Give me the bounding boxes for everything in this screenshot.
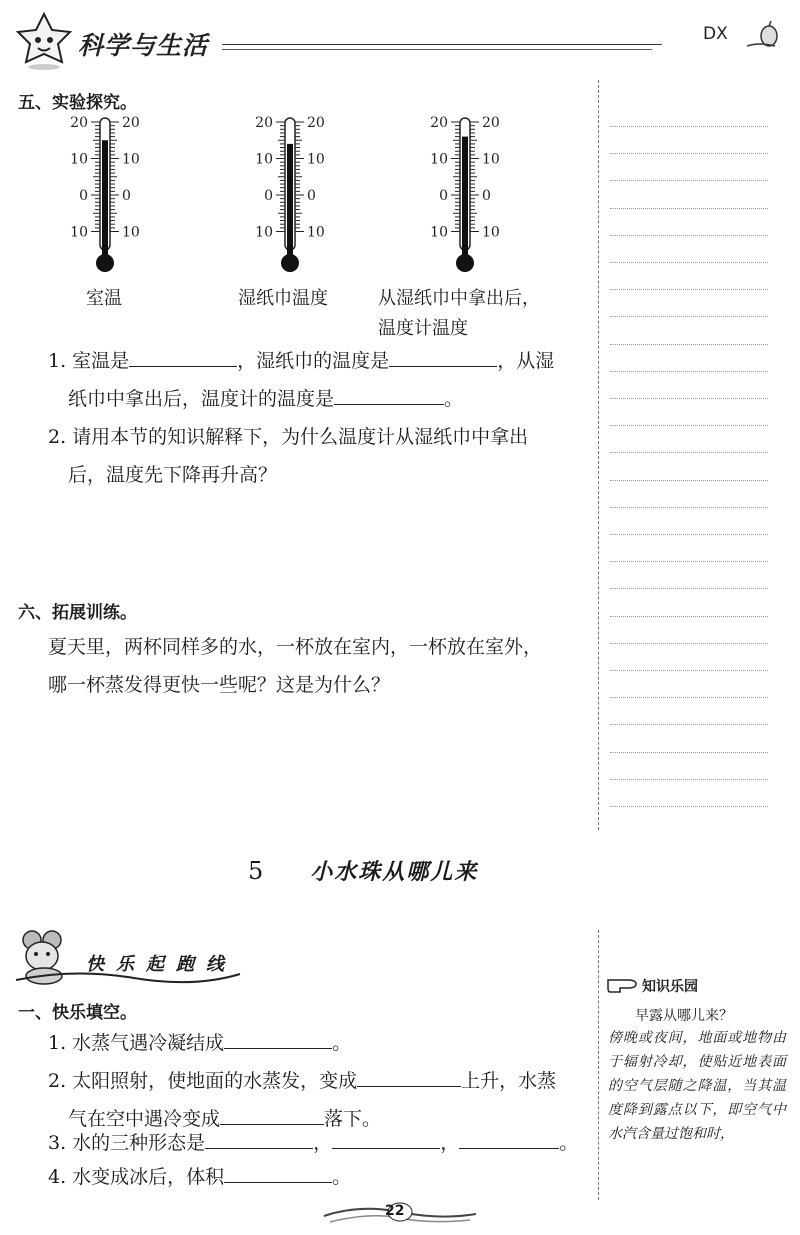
fill-question-4 [48,1158,596,1196]
answer-area-q2[interactable] [48,500,588,590]
answer-blank-fq4[interactable] [224,1162,332,1183]
note-line[interactable] [610,779,768,780]
thermometer-scale-label-right: 20 [482,115,500,131]
thermometer-scale-label-right: 20 [307,115,325,131]
note-line[interactable] [610,235,768,236]
thermometer-scale-label-left: 10 [255,151,273,168]
note-line[interactable] [610,616,768,617]
knowledge-box-text: 傍晚或夜间，地面或地物由于辐射冷却，使贴近地表面的空气层随之降温，当其温度降到露点以下，即空气中水汽含量过饱和时， [608,1030,786,1142]
thermometer-label-after-line1: 从湿纸巾中拿出后， [378,288,540,309]
note-line[interactable] [610,398,768,399]
fq2-text-a: 2. 太阳照射，使地面的水蒸发，变成 [48,1070,358,1092]
thermometer-scale-label-right: 10 [307,224,325,241]
note-line[interactable] [610,561,768,562]
pointing-hand-icon [606,972,642,996]
chapter-heading [248,855,478,886]
thermometer-mercury [102,140,108,260]
question-5-1 [48,342,596,418]
mascot-logo-icon [8,10,80,72]
thermometer-scale-label-right: 10 [122,151,140,168]
section6-heading: 六、拓展训练。 [18,603,137,623]
section6-question [48,628,596,704]
answer-blank-fq2-b[interactable] [220,1104,324,1125]
fq4-text: 4. 水变成冰后，体积 [48,1166,225,1188]
q2-line1: 2. 请用本节的知识解释下，为什么温度计从湿纸巾中拿出 [48,426,529,448]
banner-text: 快乐起跑线 [86,954,236,975]
thermometer-scale-label-left: 10 [430,151,448,168]
fq3-sep2: ， [440,1132,460,1154]
section5-heading: 五、实验探究。 [18,93,137,113]
q1-text-b: ，湿纸巾的温度是 [237,350,390,372]
answer-area-section6[interactable] [48,710,588,820]
note-line[interactable] [610,588,768,589]
s6-line2: 哪一杯蒸发得更快一些呢？这是为什么？ [48,674,391,696]
thermometer-scale-label-left: 0 [439,188,448,204]
section1-heading: 一、快乐填空。 [18,1003,137,1023]
note-line[interactable] [610,289,768,290]
answer-blank-fq3-b[interactable] [332,1128,440,1149]
thermometer-label-room: 室温 [86,288,122,309]
note-line[interactable] [610,344,768,345]
page-number: 22 [385,1203,405,1219]
note-line[interactable] [610,697,768,698]
fq1-text: 1. 水蒸气遇冷凝结成 [48,1032,225,1054]
thermometers-figure [40,110,560,280]
note-line[interactable] [610,208,768,209]
note-line[interactable] [610,534,768,535]
thermometer-scale-label-left: 0 [79,188,88,204]
note-line[interactable] [610,806,768,807]
knowledge-column-divider [598,930,599,1200]
header-rule [222,44,662,45]
thermometer-scale-label-left: 20 [430,115,448,131]
knowledge-box-question: 早露从哪儿来？ [635,1008,733,1024]
note-line[interactable] [610,180,768,181]
thermometer-mercury [287,144,293,260]
edition-code: DX [703,24,728,44]
s6-line1: 夏天里，两杯同样多的水，一杯放在室内，一杯放在室外， [48,636,543,658]
fill-question-1 [48,1024,596,1062]
thermometer-scale-label-right: 10 [482,151,500,168]
thermometer-scale-label-right: 0 [307,188,316,204]
q2-line2: 后，温度先下降再升高？ [68,464,278,486]
question-5-2 [48,418,596,494]
chapter-title: 小水珠从哪儿来 [310,859,479,885]
note-line[interactable] [610,752,768,753]
note-line[interactable] [610,643,768,644]
note-line[interactable] [610,262,768,263]
thermometer-scale-label-left: 10 [70,224,88,241]
note-line[interactable] [610,670,768,671]
header-rule-secondary [222,49,652,50]
notes-column-divider [598,80,599,830]
fq2-text-d: 落下。 [324,1108,382,1130]
thermometer-scale-label-left: 0 [264,188,273,204]
thermometer-label-after-line2: 温度计温度 [378,318,468,339]
note-line[interactable] [610,507,768,508]
note-line[interactable] [610,316,768,317]
answer-blank-fq3-a[interactable] [205,1128,313,1149]
answer-blank-fq3-c[interactable] [459,1128,559,1149]
fill-question-3 [48,1124,608,1162]
thermometer-scale-label-right: 10 [122,224,140,241]
series-title: 科学与生活 [78,31,209,60]
note-line[interactable] [610,153,768,154]
fq4-end: 。 [332,1166,352,1188]
q1-text-a: 1. 室温是 [48,350,130,372]
answer-blank-room-temp[interactable] [129,346,237,367]
fq3-sep1: ， [313,1132,333,1154]
thermometer-scale-label-left: 10 [70,151,88,168]
note-line[interactable] [610,724,768,725]
answer-blank-fq1[interactable] [224,1028,332,1049]
thermometer-scale-label-right: 0 [482,188,491,204]
thermometer-scale-label-right: 10 [307,151,325,168]
fq3-end: 。 [559,1132,579,1154]
note-line[interactable] [610,371,768,372]
header-decoration-icon [745,20,785,54]
thermometer-scale-label-left: 20 [70,115,88,131]
thermometer-mercury [462,137,468,260]
note-line[interactable] [610,126,768,127]
q1-text-e: 。 [444,388,464,410]
note-line[interactable] [610,425,768,426]
fq1-end: 。 [332,1032,352,1054]
chapter-number: 5 [248,857,264,885]
thermometer-scale-label-right: 0 [122,188,131,204]
answer-blank-after-temp[interactable] [334,384,444,405]
answer-blank-fq2-a[interactable] [357,1066,461,1087]
thermometer-scale-label-left: 10 [255,224,273,241]
thermometer-scale-label-right: 10 [482,224,500,241]
fq3-text: 3. 水的三种形态是 [48,1132,206,1154]
q1-text-c: ，从湿 [497,350,555,372]
thermometer-label-wet-tissue: 湿纸巾温度 [238,288,328,309]
knowledge-box-title: 知识乐园 [642,979,698,995]
q1-text-d: 纸巾中拿出后，温度计的温度是 [68,388,335,410]
fq2-text-b: 上升，水蒸 [461,1070,557,1092]
answer-blank-wet-tissue-temp[interactable] [389,346,497,367]
note-line[interactable] [610,480,768,481]
thermometer-scale-label-left: 10 [430,224,448,241]
fq2-text-c: 气在空中遇冷变成 [68,1108,221,1130]
note-line[interactable] [610,452,768,453]
thermometer-scale-label-right: 20 [122,115,140,131]
thermometer-scale-label-left: 20 [255,115,273,131]
